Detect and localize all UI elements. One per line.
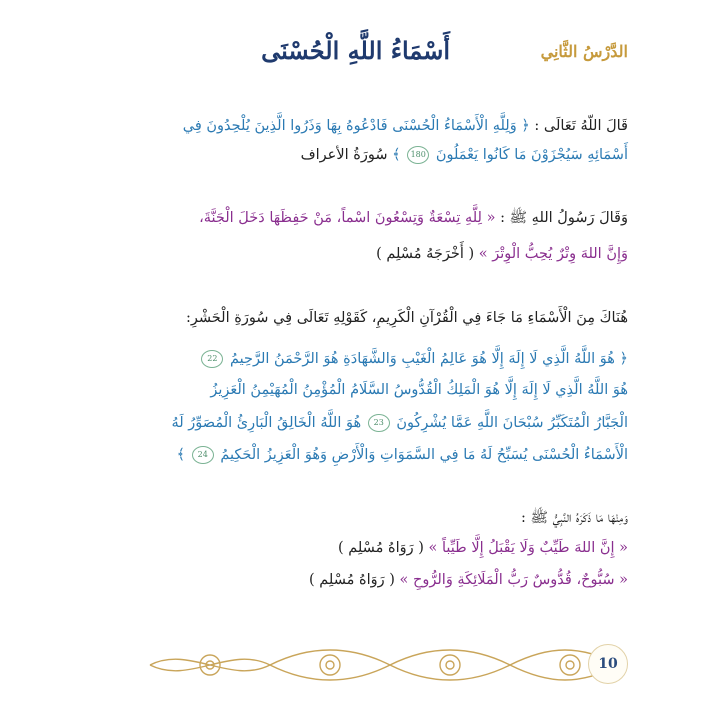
para1-line2 (92, 146, 628, 164)
para4-h2: « سُبُّوحٌ، قُدُّوسٌ رَبُّ الْمَلَائِكَةِ وَالرُّوحِ » (399, 572, 628, 588)
para1-line1 (92, 118, 628, 135)
para3-line3-text: الْجَبَّارُ الْمُتَكَبِّرُ سُبْحَانَ اللَّهِ عَمَّا يُشْرِكُونَ (396, 415, 628, 431)
para3-line2: هُوَ اللَّهُ الَّذِي لَا إِلَهَ إِلَّا هُوَ الْمَلِكُ الْقُدُّوسُ السَّلَامُ الْمُؤْمِنُ الْمُهَيْمِنُ الْعَزِيزُ (210, 382, 628, 398)
para3-end: ﴾ (176, 447, 186, 463)
ayah-number-180: 180 (407, 146, 429, 164)
para2-intro: وَقَالَ رَسُولُ اللهِ ﷺ : (500, 210, 628, 226)
para3-line4-text: الْأَسْمَاءُ الْحُسْنَى يُسَبِّحُ لَهُ مَا فِي السَّمَوَاتِ وَالْأَرْضِ وَهُوَ الْعَزِيزُ الْحَكِيمُ (220, 447, 628, 463)
para3-line3 (92, 414, 628, 432)
para2-ref: ( أَخْرَجَهُ مُسْلِم ) (376, 246, 475, 262)
para3-line3b-text: هُوَ اللَّهُ الْخَالِقُ الْبَارِئُ الْمُصَوِّرُ لَهُ (171, 415, 362, 431)
para4-hadith2 (92, 572, 628, 589)
ayah-number-23: 23 (368, 414, 390, 432)
para1-intro: قَالَ اللّهُ تَعَالَى : (534, 118, 628, 134)
para1-ayah-line1: ﴿ وَلِلَّهِ الْأَسْمَاءُ الْحُسْنَى فَادْعُوهُ بِهَا وَذَرُوا الَّذِينَ يُلْحِدُونَ فِي (182, 118, 530, 134)
para2-line1 (92, 210, 628, 227)
para2-hadith-line2: وَإِنَّ اللهَ وِتْرٌ يُحِبُّ الْوِتْرَ » (478, 246, 628, 262)
para1-ayah-line2: أَسْمَائِهِ سَيُجْزَوْنَ مَا كَانُوا يَعْمَلُونَ (435, 147, 628, 163)
para4-ref2: ( رَوَاهُ مُسْلِم ) (308, 572, 395, 588)
lesson-label: الدَّرْسُ الثَّانِي (540, 42, 628, 61)
para1-ayah-end: ﴾ (392, 147, 401, 163)
ayah-number-24: 24 (192, 446, 214, 464)
page-title: أَسْمَاءُ اللَّهِ الْحُسْنَى (261, 36, 450, 65)
page-number: 10 (588, 644, 628, 684)
para4-hadith1 (92, 540, 628, 557)
para3-line1-text: ﴿ هُوَ اللَّهُ الَّذِي لَا إِلَهَ إِلَّا هُوَ عَالِمُ الْغَيْبِ وَالشَّهَادَةِ هُوَ الرَّحْمَنُ الرَّحِيمُ (229, 351, 628, 367)
para4-intro: وَمِنْهَا مَا ذَكَرَهُ النَّبِيُّ ﷺ : (521, 510, 628, 526)
surah-ref: سُورَةُ الأعراف (300, 147, 388, 163)
para3-line1 (92, 350, 628, 368)
ayah-number-22: 22 (201, 350, 223, 368)
para3-line4 (92, 446, 628, 464)
para4-h1: « إِنَّ اللهَ طَيِّبٌ وَلَا يَقْبَلُ إِلَّا طَيِّباً » (428, 540, 628, 556)
para3-intro: هُنَاكَ مِنَ الْأَسْمَاءِ مَا جَاءَ فِي الْقُرْآنِ الْكَرِيمِ، كَقَوْلِهِ تَعَالَى فِي سُورَةِ الْحَشْرِ: (185, 310, 628, 326)
para2-line2 (92, 246, 628, 263)
para2-hadith-line1: « لِلَّهِ تِسْعَةٌ وَتِسْعُونَ اسْماً، مَنْ حَفِظَهَا دَخَلَ الْجَنَّةَ، (199, 210, 496, 226)
para4-ref1: ( رَوَاهُ مُسْلِم ) (337, 540, 424, 556)
